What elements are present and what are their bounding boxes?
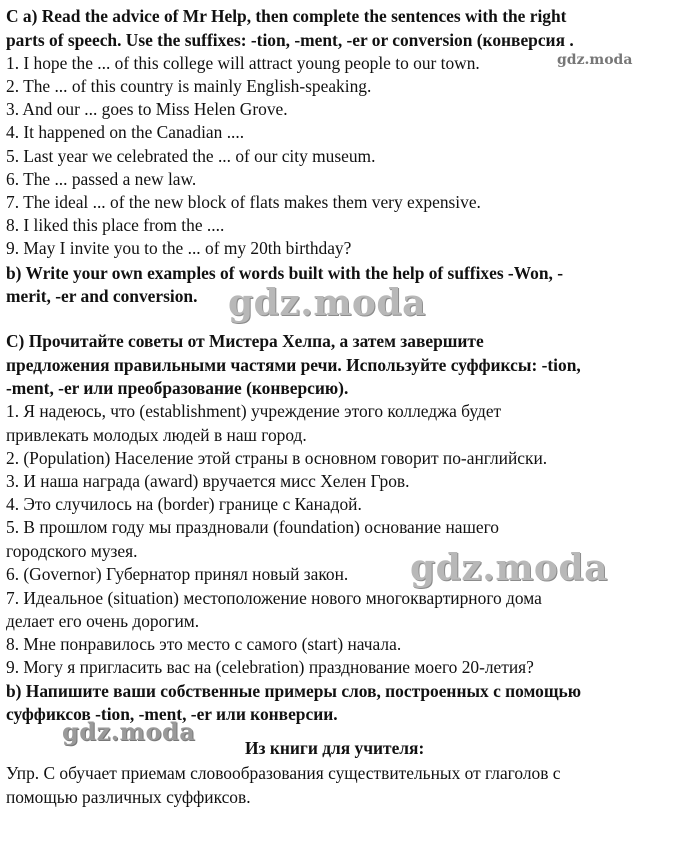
english-heading-line-1: C a) Read the advice of Mr Help, then complete the sentences with the right	[6, 6, 567, 26]
english-item-3: 3. And our ... goes to Miss Helen Grove.	[6, 99, 288, 119]
watermark-large-middle: gdz.moda	[410, 547, 608, 589]
russian-heading-line-1: C) Прочитайте советы от Мистера Хелпа, а затем завершите	[6, 331, 484, 351]
english-item-7: 7. The ideal ... of the new block of flats makes them very expensive.	[6, 192, 481, 212]
russian-line-9: 7. Идеальное (situation) местоположение нового многоквартирного дома	[6, 588, 542, 608]
english-item-4: 4. It happened on the Canadian ....	[6, 122, 245, 142]
russian-line-8: 6. (Governor) Губернатор принял новый закон.	[6, 564, 349, 584]
english-task-b-line-2: merit, -er and conversion.	[6, 286, 198, 306]
russian-line-4: 3. И наша награда (award) вручается мисс Хелен Гров.	[6, 471, 410, 491]
english-item-5: 5. Last year we celebrated the ... of our city museum.	[6, 146, 376, 166]
english-item-9: 9. May I invite you to the ... of my 20th birthday?	[6, 238, 352, 258]
russian-line-6: 5. В прошлом году мы праздновали (foundation) основание нашего	[6, 517, 499, 537]
russian-line-7: городского музея.	[6, 541, 138, 561]
watermark-large-top: gdz.moda	[228, 282, 426, 324]
russian-task-b-line-1: b) Напишите ваши собственные примеры слов, построенных с помощью	[6, 681, 582, 701]
russian-heading-line-2: предложения правильными частями речи. Используйте суффиксы: -tion,	[6, 355, 581, 375]
english-item-2: 2. The ... of this country is mainly English-speaking.	[6, 76, 372, 96]
russian-line-3: 2. (Population) Население этой страны в основном говорит по-английски.	[6, 448, 548, 468]
russian-line-5: 4. Это случилось на (border) границе с Канадой.	[6, 494, 362, 514]
russian-line-11: 8. Мне понравилось это место с самого (start) начала.	[6, 634, 402, 654]
russian-task-b-line-2: суффиксов -tion, -ment, -er или конверсии.	[6, 704, 338, 724]
russian-heading-line-3: -ment, -er или преобразование (конверсию).	[6, 378, 349, 398]
english-task-b-line-1: b) Write your own examples of words built with the help of suffixes -Won, -	[6, 263, 564, 283]
watermark-medium-bottom: gdz.moda	[62, 717, 196, 746]
english-item-8: 8. I liked this place from the ....	[6, 215, 225, 235]
teacher-note-line-2: помощью различных суффиксов.	[6, 787, 251, 807]
russian-line-1: 1. Я надеюсь, что (establishment) учреждение этого колледжа будет	[6, 401, 502, 421]
watermark-small: gdz.moda	[557, 52, 633, 68]
russian-line-10: делает его очень дорогим.	[6, 611, 200, 631]
english-item-6: 6. The ... passed a new law.	[6, 169, 197, 189]
english-heading-line-2: parts of speech. Use the suffixes: -tion, -ment, -er or conversion (конверсия .	[6, 30, 574, 50]
russian-line-12: 9. Могу я пригласить вас на (celebration) празднование моего 20-летия?	[6, 657, 534, 677]
teacher-note-title: Из книги для учителя:	[245, 738, 425, 758]
teacher-note-line-1: Упр. С обучает приемам словообразования существительных от глаголов с	[6, 763, 561, 783]
english-item-1: 1. I hope the ... of this college will attract young people to our town.	[6, 53, 480, 73]
russian-line-2: привлекать молодых людей в наш город.	[6, 425, 307, 445]
